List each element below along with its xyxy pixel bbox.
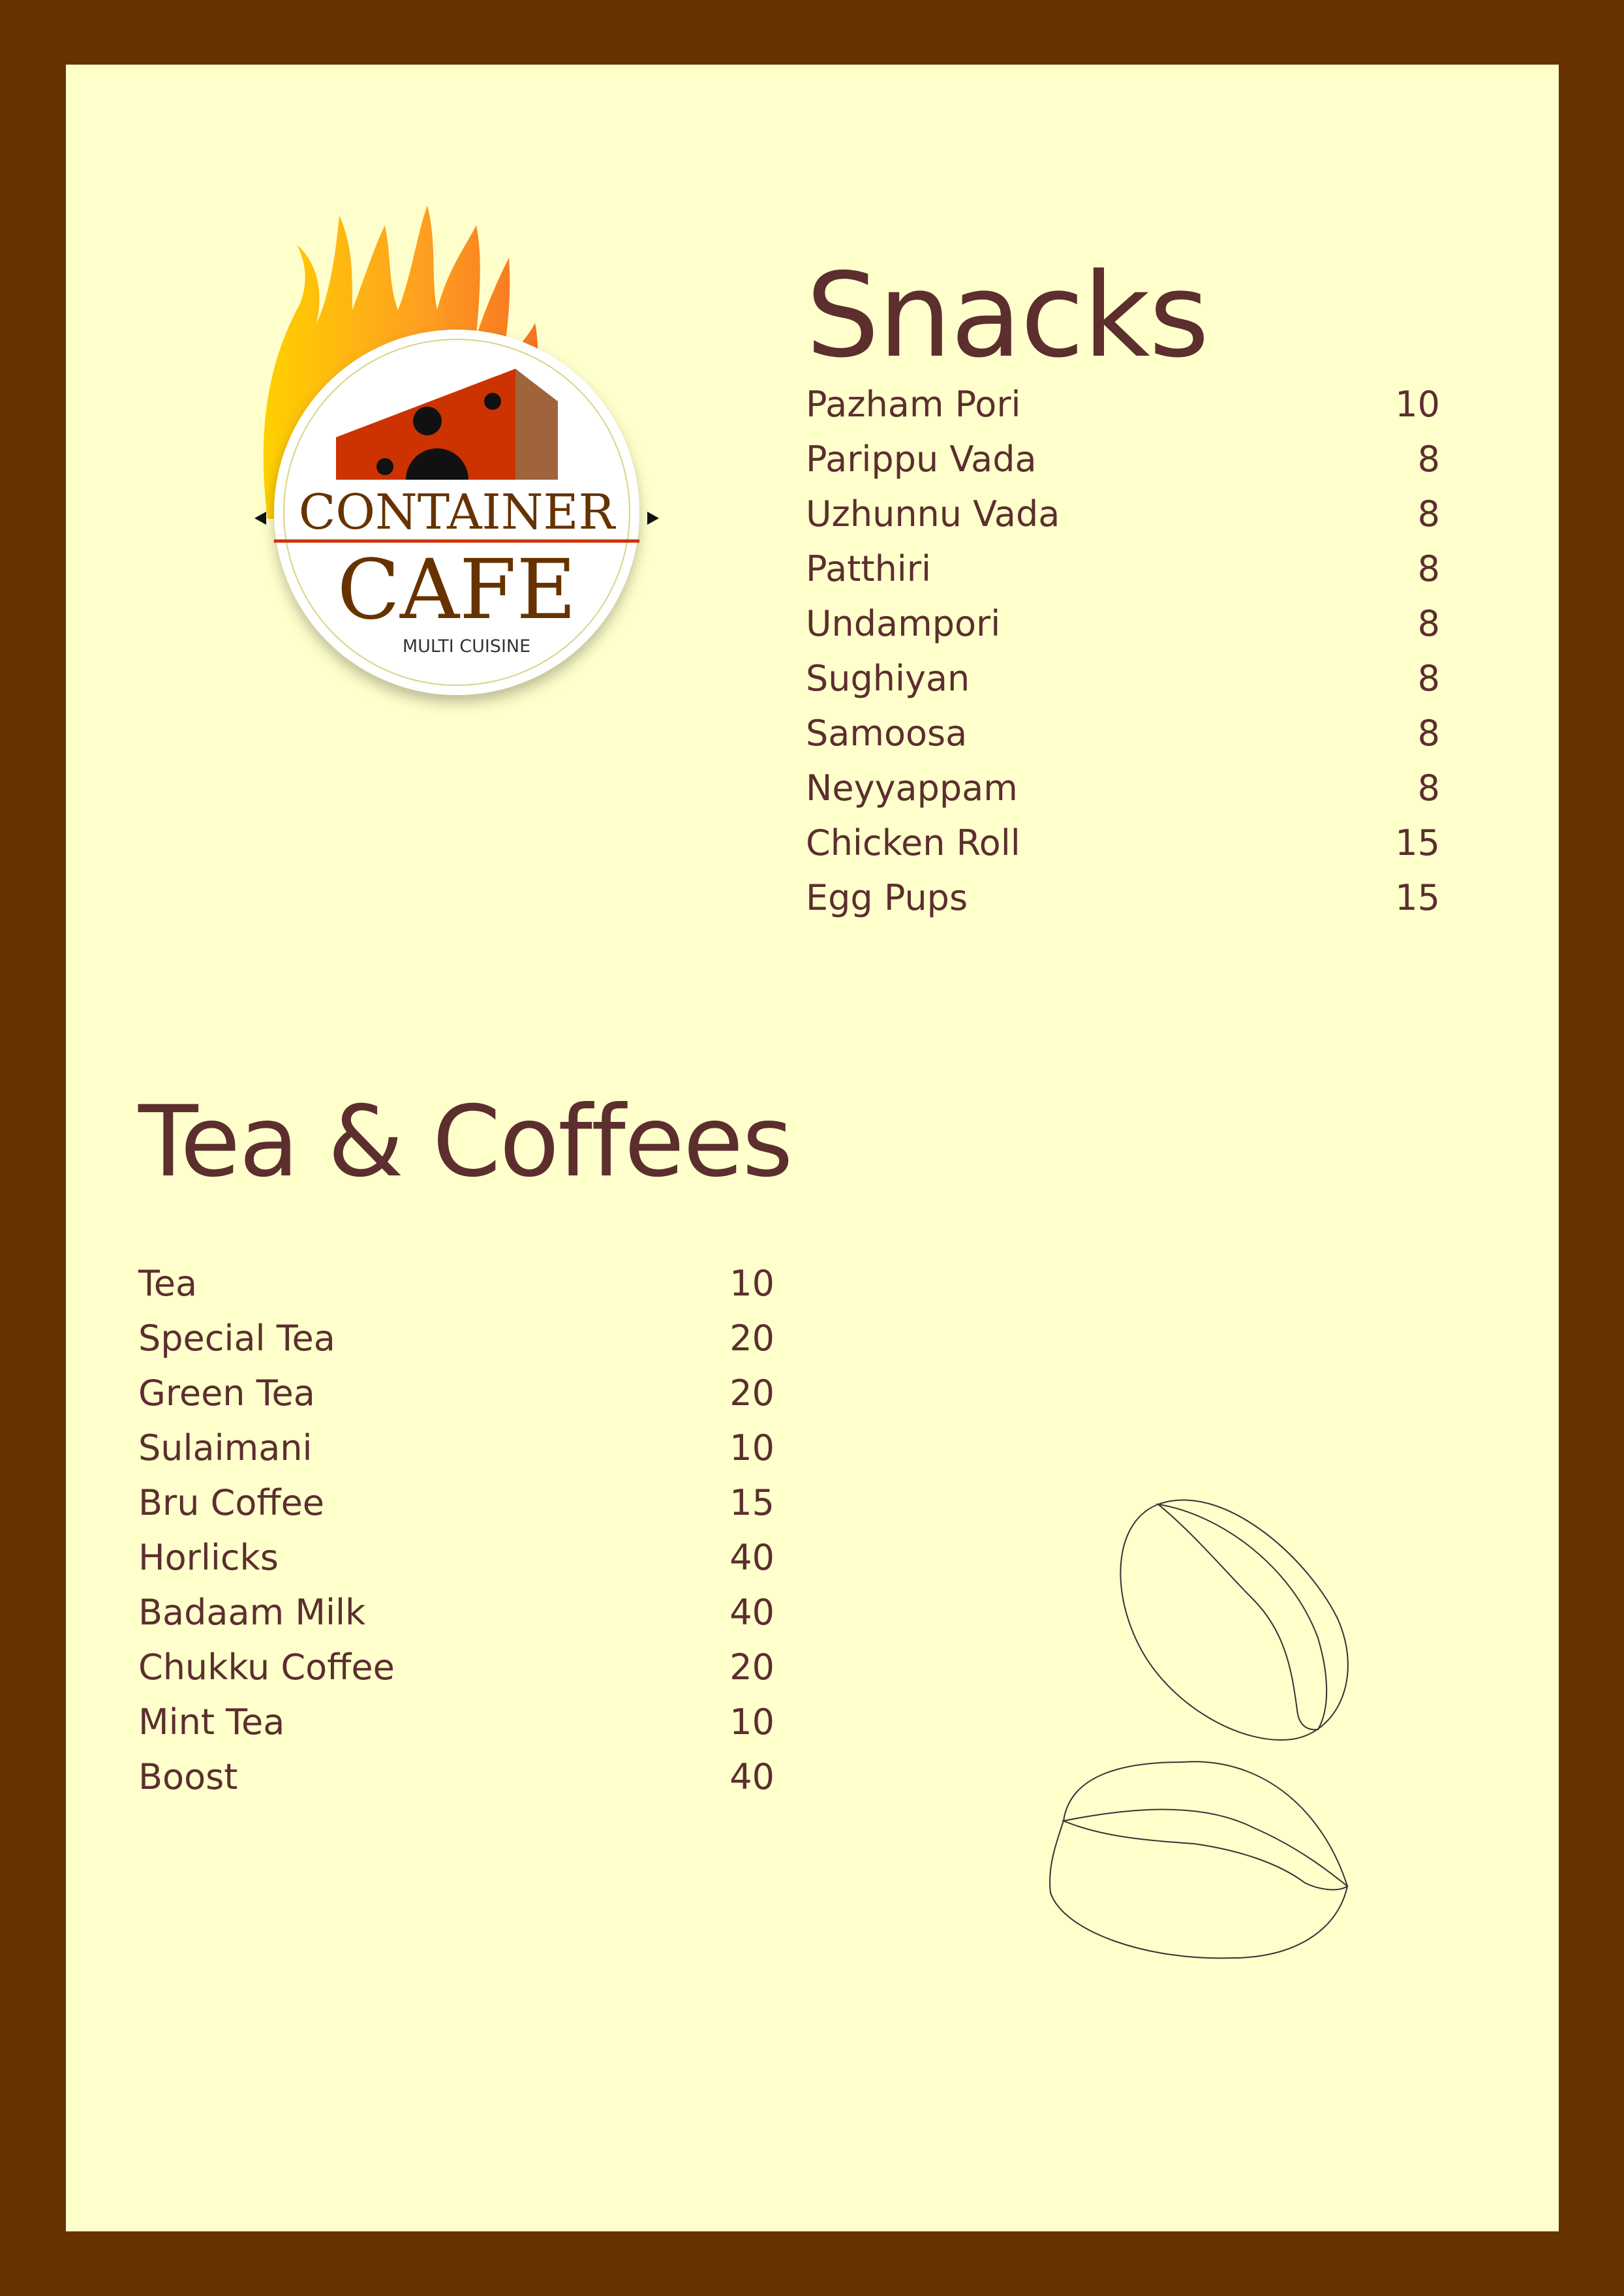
item-name: Neyyappam — [806, 768, 1018, 809]
item-price: 10 — [729, 1263, 774, 1304]
item-name: Egg Pups — [806, 877, 968, 918]
item-price: 15 — [1395, 877, 1440, 918]
menu-item — [806, 871, 1440, 925]
menu-item — [138, 1750, 774, 1805]
coffee-bean-icon — [1031, 1475, 1396, 1964]
item-name: Uzhunnu Vada — [806, 493, 1060, 535]
item-price: 40 — [729, 1756, 774, 1797]
item-price: 8 — [1417, 768, 1440, 809]
item-price: 40 — [729, 1537, 774, 1578]
item-price: 15 — [1395, 822, 1440, 863]
logo-name2: CAFE — [337, 542, 577, 638]
item-name: Patthiri — [806, 548, 932, 589]
item-name: Tea — [138, 1263, 198, 1304]
menu-item — [806, 377, 1440, 432]
menu-item — [138, 1695, 774, 1750]
menu-item — [806, 706, 1440, 761]
logo-name: CONTAINER — [298, 484, 615, 540]
item-name: Mint Tea — [138, 1701, 285, 1743]
item-price: 8 — [1417, 548, 1440, 589]
item-name: Special Tea — [138, 1318, 335, 1359]
tea-coffees-heading: Tea & Coffees — [138, 1085, 792, 1199]
tea-coffees-list — [138, 1256, 774, 1805]
item-price: 20 — [729, 1373, 774, 1414]
item-price: 20 — [729, 1318, 774, 1359]
item-price: 8 — [1417, 658, 1440, 699]
coffee-beans-illustration — [1031, 1475, 1396, 1964]
item-name: Horlicks — [138, 1537, 279, 1578]
item-name: Badaam Milk — [138, 1592, 366, 1633]
item-name: Bru Coffee — [138, 1482, 325, 1523]
item-price: 8 — [1417, 493, 1440, 535]
menu-item — [806, 651, 1440, 706]
item-price: 10 — [729, 1701, 774, 1743]
menu-item — [806, 816, 1440, 871]
item-price: 10 — [1395, 384, 1440, 425]
menu-item — [806, 487, 1440, 542]
menu-item — [138, 1530, 774, 1585]
item-name: Chicken Roll — [806, 822, 1020, 863]
menu-item — [138, 1366, 774, 1421]
item-price: 10 — [729, 1427, 774, 1468]
item-name: Green Tea — [138, 1373, 315, 1414]
menu-item — [138, 1256, 774, 1311]
menu-item — [138, 1421, 774, 1476]
item-price: 8 — [1417, 439, 1440, 480]
menu-item — [806, 761, 1440, 816]
item-name: Sughiyan — [806, 658, 970, 699]
item-price: 40 — [729, 1592, 774, 1633]
logo-graphic — [254, 206, 659, 715]
menu-item — [138, 1585, 774, 1640]
snacks-heading: Snacks — [806, 248, 1208, 383]
item-name: Undampori — [806, 603, 1001, 644]
item-name: Boost — [138, 1756, 238, 1797]
item-price: 8 — [1417, 713, 1440, 754]
logo-tagline: MULTI CUISINE — [402, 636, 531, 657]
item-price: 20 — [729, 1647, 774, 1688]
menu-item — [138, 1476, 774, 1530]
menu-item — [806, 542, 1440, 597]
item-name: Chukku Coffee — [138, 1647, 395, 1688]
item-price: 8 — [1417, 603, 1440, 644]
menu-item — [806, 597, 1440, 651]
item-name: Pazham Pori — [806, 384, 1021, 425]
item-name: Parippu Vada — [806, 439, 1037, 480]
menu-item — [138, 1640, 774, 1695]
snacks-list — [806, 377, 1440, 925]
item-price: 15 — [729, 1482, 774, 1523]
menu-item — [806, 432, 1440, 487]
menu-item — [138, 1311, 774, 1366]
container-cafe-logo — [254, 206, 659, 715]
item-name: Samoosa — [806, 713, 968, 754]
item-name: Sulaimani — [138, 1427, 313, 1468]
